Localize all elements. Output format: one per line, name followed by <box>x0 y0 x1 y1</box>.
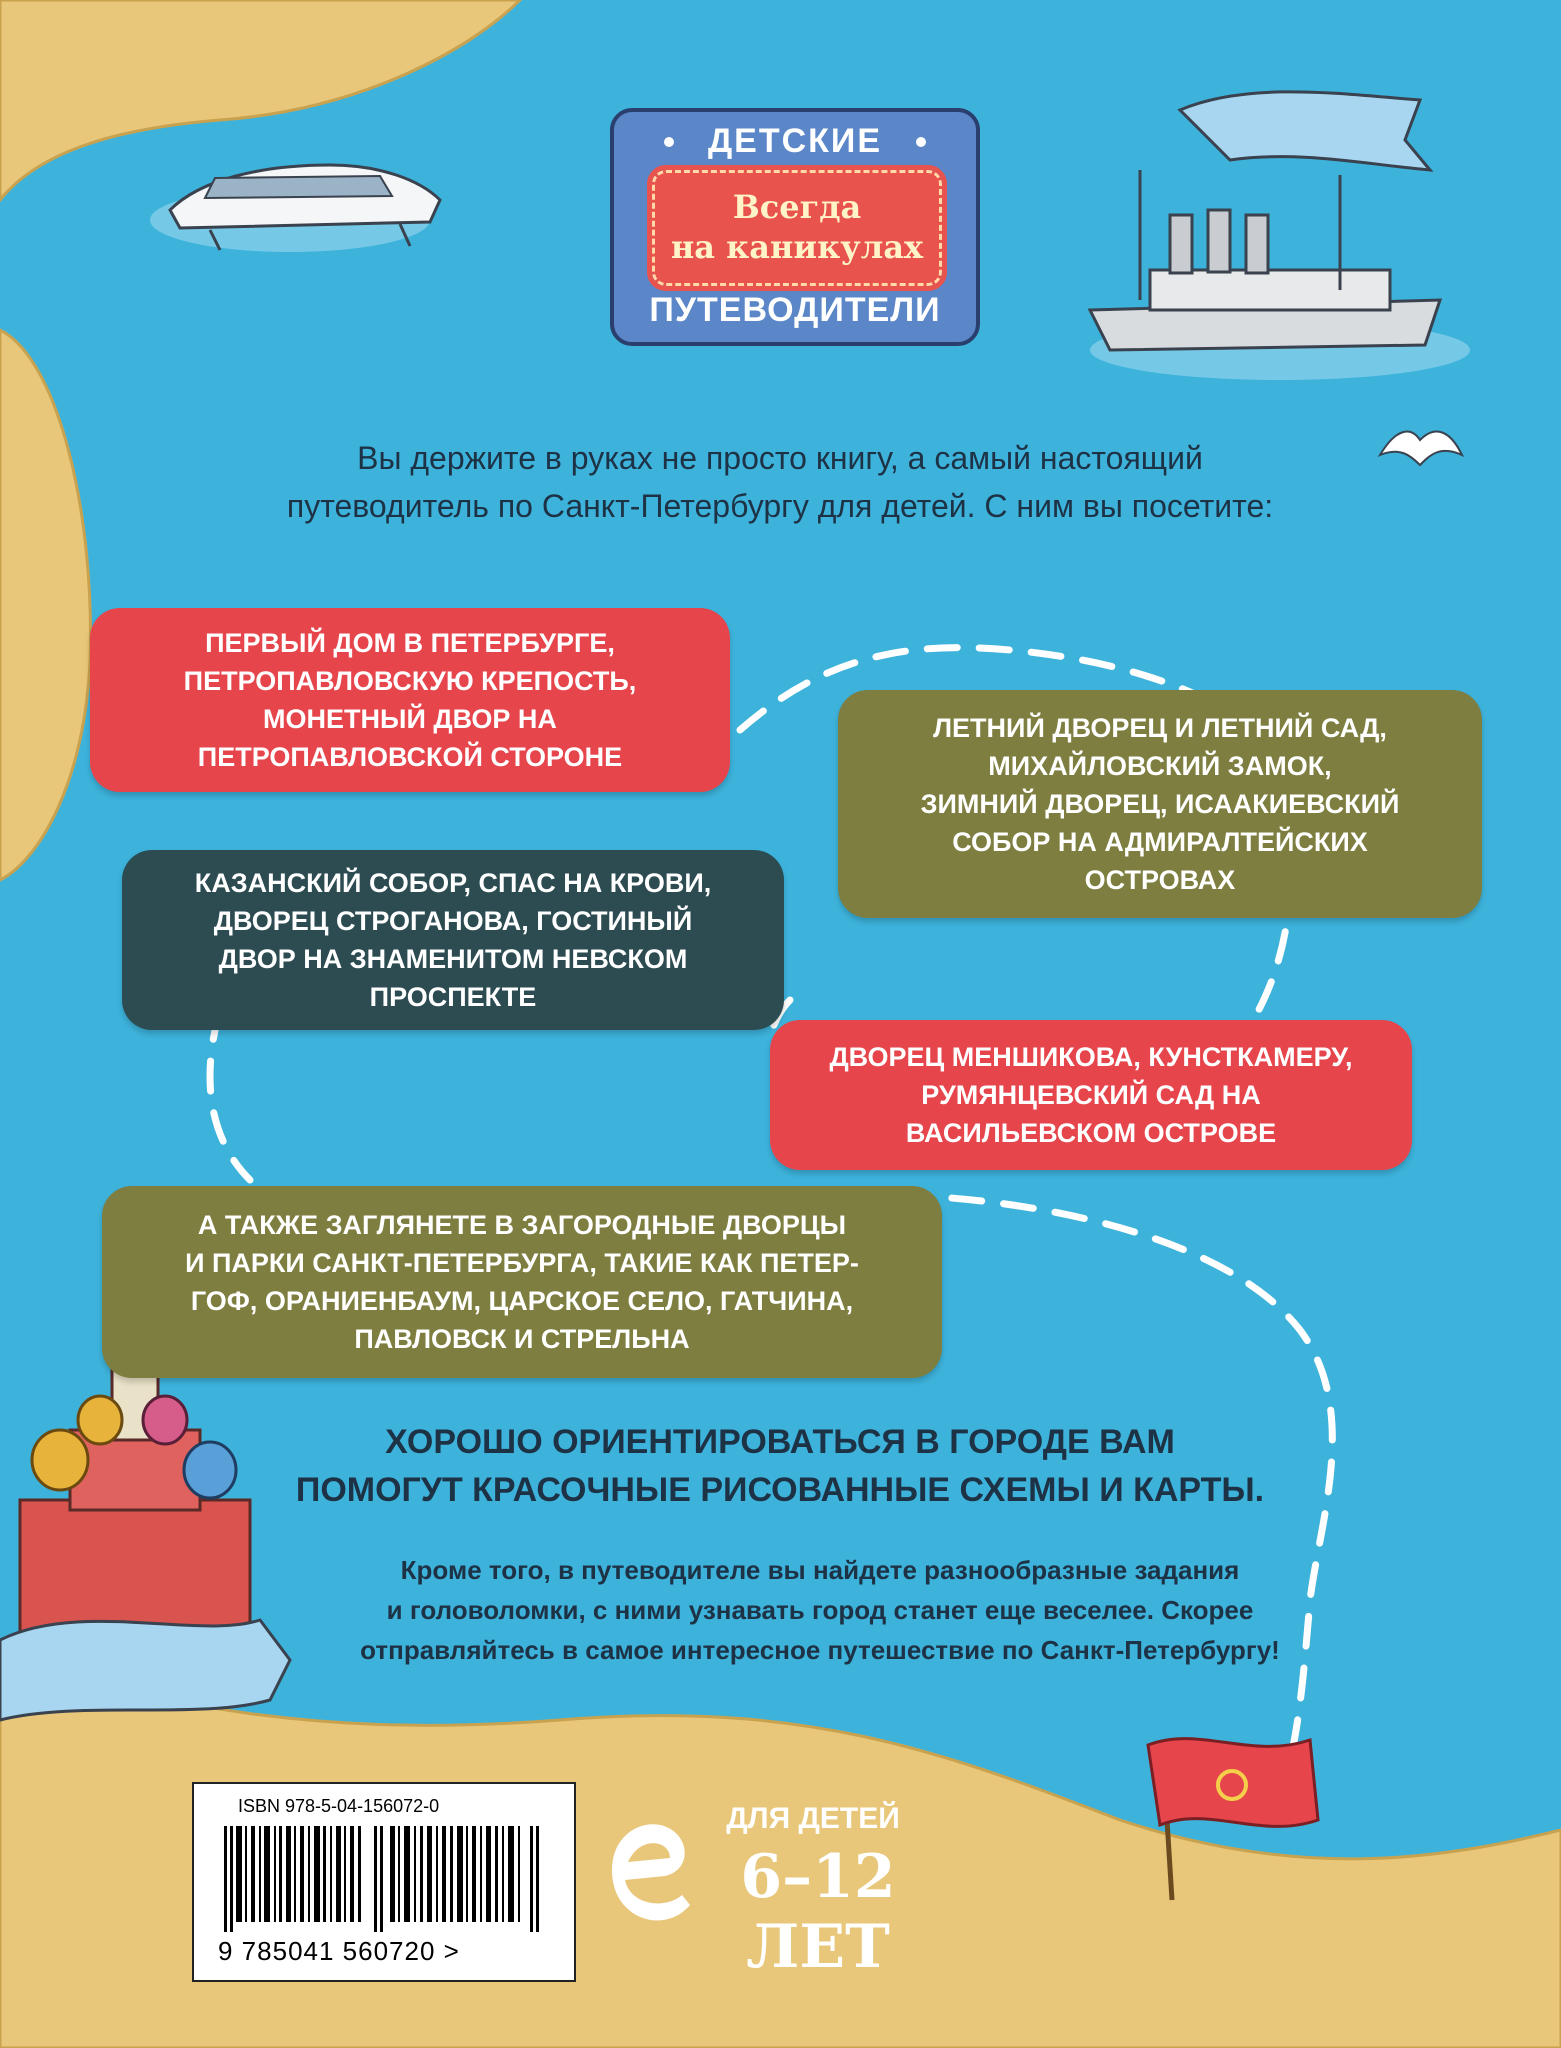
place-line: ЗИМНИЙ ДВОРЕЦ, ИСААКИЕВСКИЙ <box>920 789 1400 819</box>
place-line: ДВОР НА ЗНАМЕНИТОМ НЕВСКОМ <box>218 944 688 974</box>
barcode <box>224 1826 544 1932</box>
badge-line1: Всегда <box>732 188 862 226</box>
place-line: ПЕРВЫЙ ДОМ В ПЕТЕРБУРГЕ, <box>205 628 615 658</box>
place-line: ПЕТРОПАВЛОВСКОЙ СТОРОНЕ <box>197 742 623 772</box>
place-line: ПЕТРОПАВЛОВСКУЮ КРЕПОСТЬ, <box>183 666 637 696</box>
place-box-vasilievsky <box>770 1020 1412 1170</box>
series-logo <box>610 108 980 346</box>
isbn-digits: 9 785041 560720 > <box>218 1936 460 1966</box>
maps-claim <box>280 1418 1280 1514</box>
logo-dot-right <box>916 137 926 147</box>
place-line: РУМЯНЦЕВСКИЙ САД НА <box>921 1080 1261 1110</box>
extra-line2: и головоломки, с ними узнавать город станет еще веселее. Скорее <box>386 1595 1254 1625</box>
place-line: ГОФ, ОРАНИЕНБАУМ, ЦАРСКОЕ СЕЛО, ГАТЧИНА, <box>190 1286 854 1316</box>
extra-text <box>300 1550 1340 1670</box>
place-line: СОБОР НА АДМИРАЛТЕЙСКИХ <box>952 827 1368 857</box>
claim-line1: ХОРОШО ОРИЕНТИРОВАТЬСЯ В ГОРОДЕ ВАМ <box>385 1423 1175 1461</box>
place-line: КАЗАНСКИЙ СОБОР, СПАС НА КРОВИ, <box>194 868 712 898</box>
place-line: МИХАЙЛОВСКИЙ ЗАМОК, <box>988 751 1332 781</box>
sand-left <box>0 330 90 880</box>
place-line: А ТАКЖЕ ЗАГЛЯНЕТЕ В ЗАГОРОДНЫЕ ДВОРЦЫ <box>197 1210 847 1240</box>
extra-line3: отправляйтесь в самое интересное путешествие по Санкт-Петербургу! <box>360 1635 1280 1665</box>
place-box-suburbs <box>102 1186 942 1378</box>
place-line: МОНЕТНЫЙ ДВОР НА <box>263 704 557 734</box>
age-label: ДЛЯ ДЕТЕЙ <box>726 1802 900 1835</box>
series-logo-top: ДЕТСКИЕ <box>707 122 883 160</box>
place-line: ДВОРЕЦ СТРОГАНОВА, ГОСТИНЫЙ <box>213 906 693 936</box>
place-line: ПАВЛОВСК И СТРЕЛЬНА <box>354 1324 690 1354</box>
isbn-barcode-box <box>192 1782 576 1982</box>
place-line: ОСТРОВАХ <box>1084 865 1236 895</box>
cruiser-illustration <box>1090 92 1470 380</box>
intro-line2: путеводитель по Санкт-Петербургу для детей. С ним вы посетите: <box>286 488 1274 524</box>
claim-line2: ПОМОГУТ КРАСОЧНЫЕ РИСОВАННЫЕ СХЕМЫ И КАРТЫ. <box>295 1471 1265 1509</box>
place-line: ДВОРЕЦ МЕНШИКОВА, КУНСТКАМЕРУ, <box>829 1042 1353 1072</box>
isbn-label: ISBN 978-5-04-156072-0 <box>238 1796 440 1816</box>
series-logo-badge <box>652 170 942 286</box>
place-line: ПРОСПЕКТЕ <box>369 982 537 1012</box>
place-box-admiralty <box>838 690 1482 918</box>
intro-line1: Вы держите в руках не просто книгу, а самый настоящий <box>357 440 1203 476</box>
place-line: ВАСИЛЬЕВСКОМ ОСТРОВЕ <box>905 1118 1277 1148</box>
place-line: ЛЕТНИЙ ДВОРЕЦ И ЛЕТНИЙ САД, <box>933 713 1387 743</box>
place-box-nevsky <box>122 850 784 1030</box>
badge-line2: на каникулах <box>670 228 924 266</box>
age-value: 6–12 ЛЕТ <box>740 1842 896 1982</box>
place-line: И ПАРКИ САНКТ-ПЕТЕРБУРГА, ТАКИЕ КАК ПЕТЕР- <box>185 1248 859 1278</box>
hydrofoil-illustration <box>150 165 440 252</box>
extra-line1: Кроме того, в путеводителе вы найдете разнообразные задания <box>400 1555 1240 1585</box>
series-logo-bottom: ПУТЕВОДИТЕЛИ <box>649 291 941 329</box>
place-box-petrograd <box>90 608 730 792</box>
intro-text <box>150 434 1410 530</box>
